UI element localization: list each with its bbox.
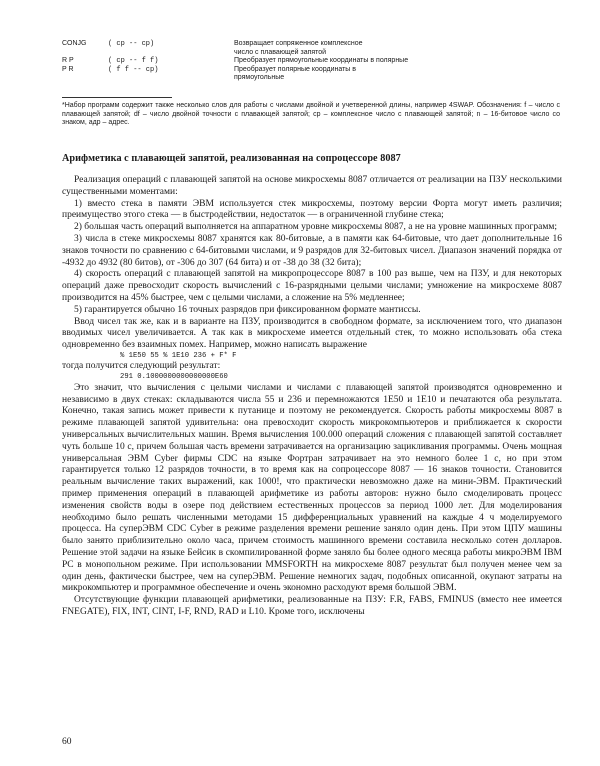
paragraph: Отсутствующие функции плавающей арифметики, реализованные на ПЗУ: F.R, FABS, FMINUS (вместо нее имеется FNEGATE), FIX, INT, CINT, I-F, RND, RAD и L10. Кроме того, исключены xyxy=(62,595,562,617)
footnote: *Набор программ содержит также несколько слов для работы с числами двойной и учетверенной длины, например 4SWAP. Обозначения: f – число с плавающей запятой; df – число двойной точности с плавающей запятой; cp – комплексное число с плавающей запятой; n – 16-битовое число со знаком, адр – адрес. xyxy=(62,102,560,127)
paragraph: 4) скорость операций с плавающей запятой на микропроцессоре 8087 в 100 раз выше, чем на ПЗУ, и для некоторых операций даже превосходит скорость вычислений с 16-разрядными целыми числами; умножение на микросхеме 8087 производится на 45% быстрее, чем с целыми числами, а сложение на 5% медленнее; xyxy=(62,269,562,303)
section-heading: Арифметика с плавающей запятой, реализованная на сопроцессоре 8087 xyxy=(62,153,401,164)
glossary-row xyxy=(62,40,562,57)
code-example: % 1E50 55 % 1E10 236 + F* F xyxy=(120,351,237,360)
paragraph: 3) числа в стеке микросхемы 8087 хранятся как 80-битовые, а в памяти как 64-битовые, что дает дополнительные 16 знаков точности по сравнению с 64-битовыми числами, и 9 разрядов для 32-битовых чисел. Диапазон значений порядка от -4932 до 4932 (80 битов), от -306 до 307 (64 бита) и от -38 до 38 (32 бита); xyxy=(62,233,562,268)
glossary-stack: ( cp -- cp) xyxy=(108,40,155,48)
glossary-table xyxy=(62,40,562,83)
paragraph: тогда получится следующий результат: xyxy=(62,361,221,372)
glossary-word: CONJG xyxy=(62,40,87,47)
glossary-description xyxy=(234,57,554,66)
glossary-description-line: прямоугольные xyxy=(234,74,285,81)
paragraph: 5) гарантируется обычно 16 точных разрядов при фиксированном формате мантиссы. xyxy=(74,304,421,315)
paragraph: 1) вместо стека в памяти ЭВМ используется стек микросхемы, поэтому версии Форта могут иметь различия; преимущество этого стека — в быстродействии, недостаток — в ограниченной глубине стека; xyxy=(62,198,562,221)
paragraph: 2) большая часть операций выполняется на аппаратном уровне микросхемы 8087, а не на уровне машинных программ; xyxy=(74,222,557,233)
glossary-description-line: Преобразует прямоугольные координаты в полярные xyxy=(234,57,409,64)
glossary-stack: ( cp -- f f) xyxy=(108,57,159,65)
paragraph: Это значит, что вычисления с целыми числами и числами с плавающей запятой производятся одновременно и независимо в двух стеках: складываются числа 55 и 236 и перемножаются 1E50 и 1E10 и печатаются оба результата. Конечно, такая запись может привести к путанице и поэтому не рекомендуется. Скорость работы микросхемы 8087 в режиме плавающей запятой удивительна: она превосходит скорость микрокомпьютеров и приближается к скорости универсальных вычислительных машин. Время вычисления 100.000 операций сложения с плавающей запятой составляет чуть больше 10 с, причем большая часть времени затрачивается на организацию зацикливания программы. Очень мощная универсальная ЭВМ Cyber фирмы CDC на языке Фортран затрачивает на это немного более 1 с, но при этом гарантируется только 12 разрядов точности, в то время как на сопроцессоре 8087 — 16 знаков точности. Становится реальным вычисление таких выражений, как 1000!, что практически невозможно даже на мини-ЭВМ. Практический пример применения операций в плавающей арифметике из работы авторов: нужно было смоделировать процесс изменения свойств воды в озере под действием естественных процессов за период 1000 лет. Для моделирования необходимо было решать численными методами 15 дифференциальных уравнений на каждые 4 ч моделируемого процесса. На суперЭВМ CDC Cyber в режиме разделения времени решение заняло один день. При этом ЦПУ машины было занято приблизительно около часа, причем стоимость машинного времени составила несколько сотен долларов. Решение этой задачи на языке Бейсик в скомпилированной форме заняло бы более одного месяца работы микроЭВМ IBM PC в монопольном режиме. При использовании MMSFORTH на микросхеме 8087 результат был получен менее чем за один день, фактически быстрее, чем на суперЭВМ. Решение немногих задач, подобных описанной, окупают затраты на микрокомпьютер и программное обеспечение и очень экономно расходуют время большой ЭВМ. xyxy=(62,382,562,594)
footnote-divider xyxy=(62,97,172,98)
glossary-description xyxy=(234,66,554,83)
page-number: 60 xyxy=(62,737,72,747)
paragraph: Реализация операций с плавающей запятой на основе микросхемы 8087 отличается от реализации на ПЗУ несколькими существенными моментами: xyxy=(62,175,562,197)
glossary-row xyxy=(62,57,562,66)
code-result: 291 0.1000000000000000E60 xyxy=(120,373,228,382)
glossary-description-line: число с плавающей запятой xyxy=(234,48,327,56)
glossary-row xyxy=(62,66,562,83)
glossary-description xyxy=(234,40,554,57)
glossary-word: P R xyxy=(62,65,74,73)
glossary-description-line: Преобразует полярные координаты в xyxy=(234,65,356,73)
glossary-description-line: Возвращает сопряженное комплексное xyxy=(234,40,363,47)
paragraph: Ввод чисел так же, как и в варианте на ПЗУ, производится в свободном формате, за исключением того, что диапазон вводимых чисел увеличивается. А так как в микросхеме имеется отдельный стек, то можно использовать оба стека одновременно без взаимных помех. Например, можно написать выражение xyxy=(62,316,562,351)
glossary-stack: ( f f -- cp) xyxy=(108,65,159,74)
body-text xyxy=(62,175,562,619)
glossary-word: R P xyxy=(62,57,74,64)
